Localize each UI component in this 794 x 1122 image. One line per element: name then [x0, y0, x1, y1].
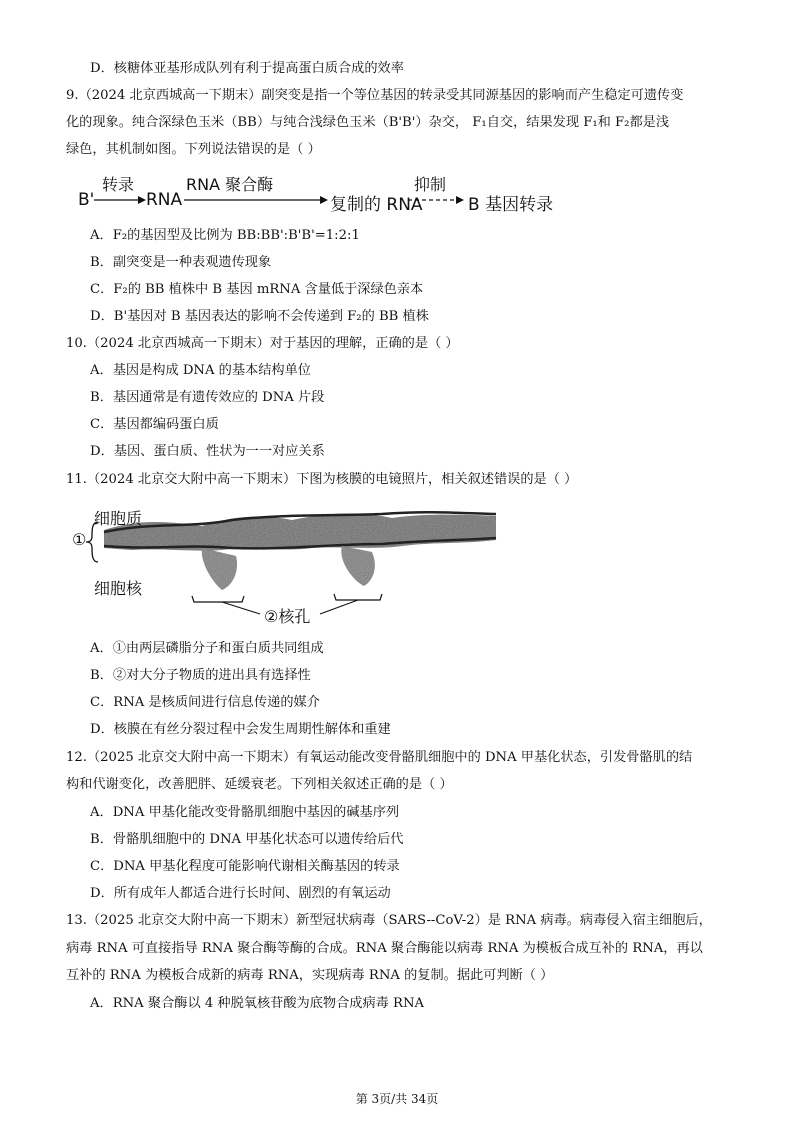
q13-stem-line1: 13.（2025 北京交大附中高一下期末）新型冠状病毒（SARS--CoV-2）是 RNA 病毒。病毒侵入宿主细胞后，: [66, 913, 712, 928]
q9-option-a: A．F₂的基因型及比例为 BB:BB':B'B'=1:2:1: [90, 228, 360, 243]
q12-option-c: C．DNA 甲基化程度可能影响代谢相关酶基因的转录: [90, 859, 400, 874]
q12-stem-line1: 12.（2025 北京交大附中高一下期末）有氧运动能改变骨骼肌细胞中的 DNA 甲基化状态，引发骨骼肌的结: [66, 750, 693, 765]
q13-stem-line2: 病毒 RNA 可直接指导 RNA 聚合酶等酶的合成。RNA 聚合酶能以病毒 RNA 为模板合成互补的 RNA，再以: [66, 941, 703, 956]
q12-option-d: D．所有成年人都适合进行长时间、剧烈的有氧运动: [90, 886, 391, 901]
q11-option-b: B．②对大分子物质的进出具有选择性: [90, 668, 311, 683]
q9-mechanism-diagram: [76, 176, 576, 220]
label-nuclear-pore: ②核孔: [264, 607, 311, 626]
pore-blob-left-texture: [202, 548, 237, 590]
pore-bracket-right: [334, 594, 382, 600]
q11-stem: 11.（2024 北京交大附中高一下期末）下图为核膜的电镜照片，相关叙述错误的是（ ）: [66, 472, 578, 487]
node-b-prime: B': [78, 190, 95, 210]
q9-stem-line3: 绿色，其机制如图。下列说法错误的是（ ）: [66, 142, 321, 157]
q12-option-a: A．DNA 甲基化能改变骨骼肌细胞中基因的碱基序列: [90, 805, 400, 820]
arrowhead-polymerase: [320, 196, 328, 204]
pore-leader-left: [222, 602, 260, 614]
q10-option-d: D．基因、蛋白质、性状为一一对应关系: [90, 444, 325, 459]
node-replicated-rna: 复制的 RNA: [330, 195, 423, 215]
node-rna: RNA: [146, 190, 183, 210]
q11-option-a: A．①由两层磷脂分子和蛋白质共同组成: [90, 641, 324, 656]
q11-nuclear-membrane-micrograph: [72, 500, 502, 628]
label-inhibit: 抑制: [414, 175, 447, 194]
q9-option-c: C．F₂的 BB 植株中 B 基因 mRNA 含量低于深绿色亲本: [90, 282, 424, 297]
q10-option-c: C．基因都编码蛋白质: [90, 417, 219, 432]
label-nucleus: 细胞核: [94, 579, 143, 598]
membrane-band-texture: [104, 514, 496, 551]
q10-stem: 10.（2024 北京西城高一下期末）对于基因的理解，正确的是（ ）: [66, 336, 459, 351]
q9-option-d: D．B'基因对 B 基因表达的影响不会传递到 F₂的 BB 植株: [90, 309, 429, 324]
label-rna-polymerase: RNA 聚合酶: [186, 175, 274, 194]
arrowhead-transcription: [138, 196, 146, 204]
q10-option-b: B．基因通常是有遗传效应的 DNA 片段: [90, 390, 325, 405]
q12-stem-line2: 构和代谢变化，改善肥胖、延缓衰老。下列相关叙述正确的是（ ）: [66, 777, 453, 792]
page-footer: 第 3页/共 34页: [355, 1092, 439, 1106]
q9-stem-line2: 化的现象。纯合深绿色玉米（BB）与纯合浅绿色玉米（B'B'）杂交， F₁自交，结果发现 F₁和 F₂都是浅: [66, 115, 670, 130]
q8-option-d: D．核糖体亚基形成队列有利于提高蛋白质合成的效率: [90, 61, 404, 76]
q11-option-d: D．核膜在有丝分裂过程中会发生周期性解体和重建: [90, 722, 391, 737]
label-marker-1: ①: [72, 530, 87, 549]
pore-blob-right-texture: [341, 546, 375, 586]
arrowhead-inhibit: [456, 196, 464, 204]
q13-option-a: A．RNA 聚合酶以 4 种脱氧核苷酸为底物合成病毒 RNA: [90, 996, 425, 1011]
q9-stem-line1: 9.（2024 北京西城高一下期末）副突变是指一个等位基因的转录受其同源基因的影响而产生稳定可遗传变: [66, 88, 684, 103]
label-cytoplasm: 细胞质: [94, 509, 143, 528]
q10-option-a: A．基因是构成 DNA 的基本结构单位: [90, 363, 311, 378]
q9-option-b: B．副突变是一种表观遗传现象: [90, 255, 272, 270]
q11-option-c: C．RNA 是核质间进行信息传递的媒介: [90, 695, 320, 710]
pore-leader-right: [320, 600, 358, 614]
q12-option-b: B．骨骼肌细胞中的 DNA 甲基化状态可以遗传给后代: [90, 832, 404, 847]
node-b-gene-transcription: B 基因转录: [468, 195, 554, 215]
pore-bracket-left: [192, 596, 244, 602]
label-transcription: 转录: [102, 175, 135, 194]
q13-stem-line3: 互补的 RNA 为模板合成新的病毒 RNA，实现病毒 RNA 的复制。据此可判断（ ）: [66, 968, 554, 983]
